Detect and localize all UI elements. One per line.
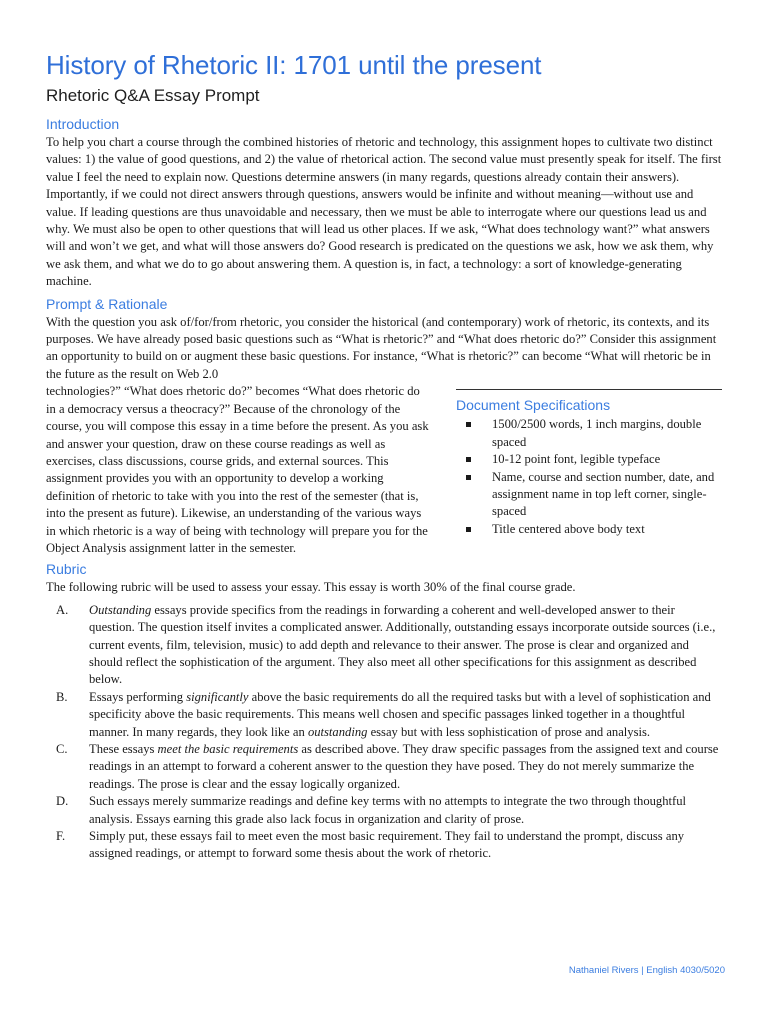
prompt-column-left <box>46 383 430 557</box>
specifications-list <box>456 416 722 538</box>
rubric-letter: D. <box>56 794 69 809</box>
rubric-letter: B. <box>56 689 68 704</box>
rubric-item-f <box>46 828 722 863</box>
square-bullet-icon <box>466 457 471 462</box>
document-specifications-box <box>456 389 722 538</box>
rubric-text: These essays meet the basic requirements as described above. They draw specific passages from the assigned text and course readings in an attempt to forward a coherent answer to the question they have posed. They do not merely summarize the readings. The prose is clear and the essay logically organized. <box>89 742 719 791</box>
introduction-heading: Introduction <box>46 116 120 132</box>
rubric-list <box>46 602 722 863</box>
document-specifications-heading: Document Specifications <box>456 397 611 414</box>
square-bullet-icon <box>466 422 471 427</box>
rubric-item-d <box>46 793 722 828</box>
page-subtitle: Rhetoric Q&A Essay Prompt <box>46 86 260 105</box>
rubric-text: Essays performing significantly above the basic requirements do all the required tasks but with a level of sophistication and specificity above the basic requirements. This means well chosen and specific passages linked together in a thoughtful manner. In many regards, they look like an outstanding essay but with less sophistication of prose and analysis. <box>89 689 711 739</box>
page-title: History of Rhetoric II: 1701 until the present <box>46 50 542 80</box>
page-footer: Nathaniel Rivers | English 4030/5020 <box>568 965 725 976</box>
rubric-heading: Rubric <box>46 561 87 578</box>
prompt-rationale-heading: Prompt & Rationale <box>46 295 168 312</box>
introduction-paragraph: To help you chart a course through the combined histories of rhetoric and technology, this assignment hopes to cultivate two distinct values: 1) the value of good questions, and 2) the value of rhetorical action. The second value must presently speak for itself. The first value I feel the need to explain now. Questions determine answers (in many regards, questions already contain their answers). Importantly, if we could not direct answers through questions, answers would be infinite and without meaning—without use and value. If leading questions are thus unavoidable and necessary, then we must be able to interrogate where our questions lead us and why. We must also be open to other questions that will lead us other places. If we ask, “What does technology want?” what answers will and won’t we get, and what will those answers do? Good research is predicated on the questions we ask, how we ask them, why we ask them, and what we do to go about answering them. A question is, in fact, a technology: a sort of knowledge-generating machine. <box>46 135 722 289</box>
specification-item: Name, course and section number, date, and assignment name in top left corner, single-spaced <box>466 469 722 521</box>
prompt-paragraph: With the question you ask of/for/from rhetoric, you consider the historical (and contemporary) work of rhetoric, its contexts, and its purposes. We have already posed basic questions such as “What is rhetoric?” and “What does rhetoric do?” Consider this assignment an opportunity to build on or augment these basic questions. For instance, “What is rhetoric?” can become “What will rhetoric be in the future as the result on Web 2.0 <box>46 314 717 381</box>
rubric-intro: The following rubric will be used to assess your essay. This essay is worth 30% of the final course grade. <box>46 580 576 595</box>
rubric-letter: C. <box>56 742 68 756</box>
prompt-two-column <box>46 383 722 557</box>
specification-item: Title centered above body text <box>466 521 722 538</box>
square-bullet-icon <box>466 475 471 480</box>
specification-item: 1500/2500 words, 1 inch margins, double spaced <box>466 416 722 451</box>
square-bullet-icon <box>466 527 471 532</box>
rubric-item-a <box>46 602 722 689</box>
prompt-column-paragraph: technologies?” “What does rhetoric do?” becomes “What does rhetoric do in a democracy versus a theocracy?” Because of the chronology of the course, you will compose this essay in a time before the present. As you ask and answer your question, draw on these course readings as well as exercises, class discussions, course grids, and external sources. This assignment provides you with an opportunity to develop a working definition of rhetoric to take with you into the rest of the semester (that is, into the present as future). Likewise, an understanding of the various ways in which rhetoric is a way of being with technology will prepare you for the Object Analysis assignment latter in the semester. <box>46 384 429 555</box>
rubric-text: Outstanding essays provide specifics from the readings in forwarding a coherent and well-developed answer to their question. The question itself invites a complicated answer. Additionally, outstanding essays incorporate outside sources (i.e., current events, film, television, music) to add depth and relevance to their answer. The prose is clear and organized and should reflect the sophistication of the argument. They also meet all other specifications for this assignment as described below. <box>89 602 716 687</box>
rubric-item-c <box>46 741 722 793</box>
rubric-text: Simply put, these essays fail to meet even the most basic requirement. They fail to understand the prompt, discuss any assigned readings, or attempt to forward some thesis about the work of rhetoric. <box>89 829 685 861</box>
document-page <box>46 48 722 863</box>
rubric-letter: F. <box>56 829 66 844</box>
specification-item: 10-12 point font, legible typeface <box>466 451 722 468</box>
rubric-letter: A. <box>56 602 69 617</box>
rubric-text: Such essays merely summarize readings and define key terms with no attempts to integrate the two through thoughtful analysis. Essays earning this grade also lack focus in organization and clarity of prose. <box>89 794 687 826</box>
rubric-item-b <box>46 689 722 741</box>
